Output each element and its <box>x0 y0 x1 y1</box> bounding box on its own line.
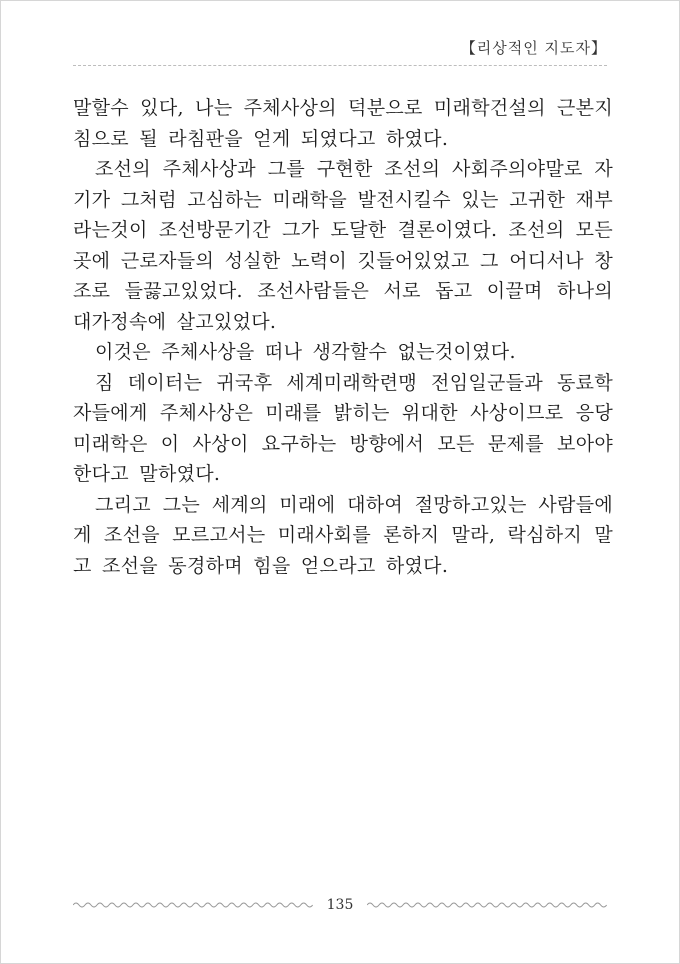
header-divider <box>73 65 607 66</box>
paragraph-5: 그리고 그는 세계의 미래에 대하여 절망하고있는 사람들에게 조선을 모르고서는 미래사회를 론하지 말라, 락심하지 말고 조선을 동경하며 힘을 얻으라고 하였다. <box>73 493 613 577</box>
paragraph-4: 짐 데이터는 귀국후 세계미래학련맹 전임일군들과 동료학자들에게 주체사상은 미래를 밝히는 위대한 사상이므로 응당 미래학은 이 사상이 요구하는 방향에서 모든 문제를 보아야 한다고 말하였다. <box>73 371 613 485</box>
page-number: 135 <box>326 897 354 913</box>
footer-wave-right <box>367 901 607 909</box>
footer-wave-left <box>73 901 313 909</box>
paragraph-1: 말할수 있다, 나는 주체사상의 덕분으로 미래학건설의 근본지침으로 될 라침판을 얻게 되였다고 하였다. <box>73 97 613 150</box>
body-text <box>73 93 613 581</box>
page-footer <box>73 895 607 915</box>
running-header-title: 【리상적인 지도자】 <box>460 39 607 57</box>
paragraph-3: 이것은 주체사상을 떠나 생각할수 없는것이였다. <box>95 341 516 363</box>
paragraph-2: 조선의 주체사상과 그를 구현한 조선의 사회주의야말로 자기가 그처럼 고심하는 미래학을 발전시킬수 있는 고귀한 재부라는것이 조선방문기간 그가 도달한 결론이였다. 조선의 모든 곳에 근로자들의 성실한 노력이 깃들어있었고 그 어디서나 창조로 들끓고있었다. 조선사람들은 서로 돕고 이끌며 하나의 대가정속에 살고있었다. <box>73 158 613 333</box>
